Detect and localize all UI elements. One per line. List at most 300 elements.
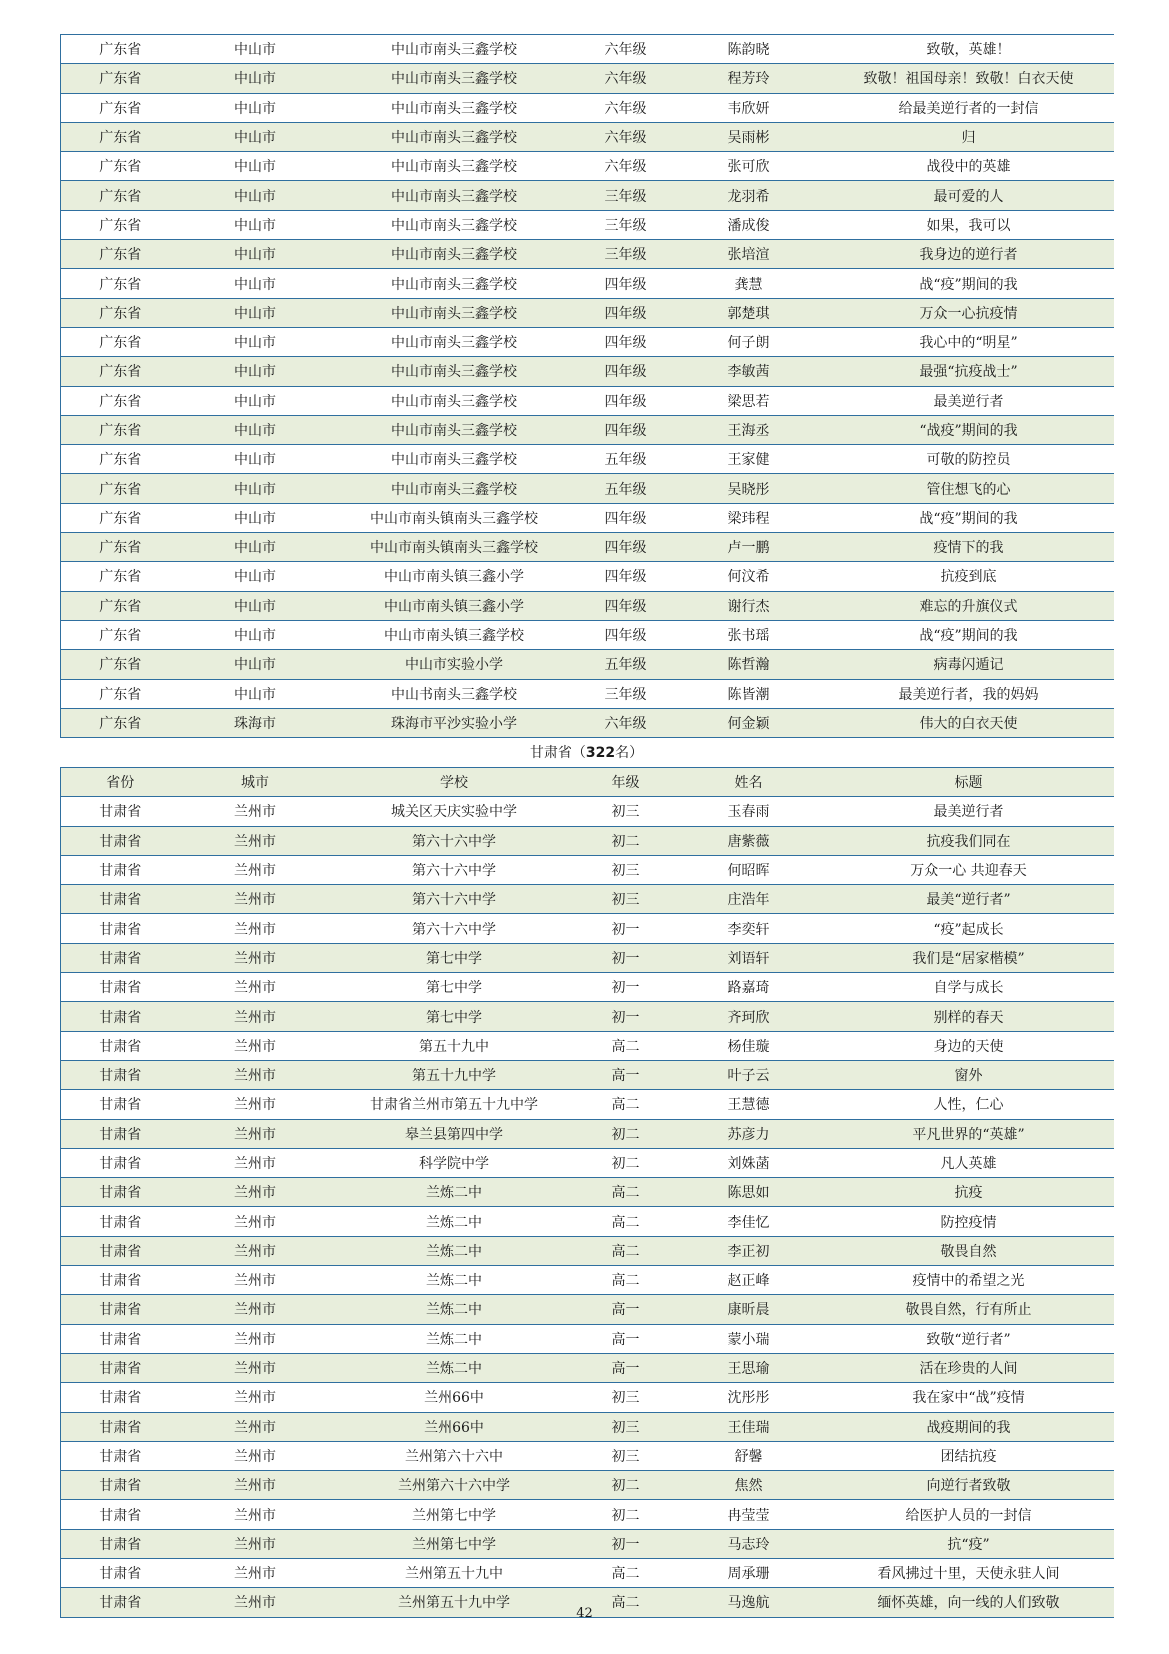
table-row bbox=[61, 650, 1114, 679]
cell-name: 叶子云 bbox=[674, 1060, 824, 1089]
table-header-row bbox=[61, 768, 1114, 797]
cell-name: 苏彦力 bbox=[674, 1119, 824, 1148]
cell-province: 广东省 bbox=[61, 240, 180, 269]
cell-grade: 六年级 bbox=[578, 708, 674, 737]
cell-grade: 四年级 bbox=[578, 503, 674, 532]
cell-province: 广东省 bbox=[61, 650, 180, 679]
cell-name: 焦然 bbox=[674, 1471, 824, 1500]
cell-name: 李奕轩 bbox=[674, 914, 824, 943]
cell-province: 广东省 bbox=[61, 64, 180, 93]
cell-school: 第五十九中学 bbox=[331, 1060, 578, 1089]
cell-title: 万众一心 共迎春天 bbox=[824, 855, 1114, 884]
cell-province: 广东省 bbox=[61, 620, 180, 649]
table-row bbox=[61, 679, 1114, 708]
cell-title: 疫情下的我 bbox=[824, 533, 1114, 562]
cell-grade: 四年级 bbox=[578, 357, 674, 386]
cell-city: 中山市 bbox=[180, 64, 331, 93]
table-row bbox=[61, 1266, 1114, 1295]
cell-city: 中山市 bbox=[180, 298, 331, 327]
cell-school: 兰炼二中 bbox=[331, 1207, 578, 1236]
page-number: 42 bbox=[576, 1606, 593, 1621]
guangdong-table-body bbox=[61, 35, 1114, 738]
table-row bbox=[61, 1441, 1114, 1470]
cell-province: 广东省 bbox=[61, 474, 180, 503]
cell-province: 甘肃省 bbox=[61, 1295, 180, 1324]
cell-grade: 高一 bbox=[578, 1295, 674, 1324]
gansu-table-header bbox=[61, 768, 1114, 797]
cell-title: 难忘的升旗仪式 bbox=[824, 591, 1114, 620]
cell-name: 马逸航 bbox=[674, 1588, 824, 1617]
cell-grade: 初三 bbox=[578, 1441, 674, 1470]
cell-city: 中山市 bbox=[180, 269, 331, 298]
table-row bbox=[61, 1324, 1114, 1353]
cell-name: 程芳玲 bbox=[674, 64, 824, 93]
cell-city: 中山市 bbox=[180, 357, 331, 386]
table-row bbox=[61, 1119, 1114, 1148]
cell-grade: 高二 bbox=[578, 1207, 674, 1236]
table-row bbox=[61, 1353, 1114, 1382]
cell-name: 陈韵晓 bbox=[674, 35, 824, 64]
cell-title: 管住想飞的心 bbox=[824, 474, 1114, 503]
cell-title: 缅怀英雄，向一线的人们致敬 bbox=[824, 1588, 1114, 1617]
cell-name: 周承珊 bbox=[674, 1559, 824, 1588]
cell-title: 团结抗疫 bbox=[824, 1441, 1114, 1470]
cell-school: 第六十六中学 bbox=[331, 855, 578, 884]
cell-city: 中山市 bbox=[180, 562, 331, 591]
cell-school: 兰炼二中 bbox=[331, 1178, 578, 1207]
cell-province: 甘肃省 bbox=[61, 1588, 180, 1617]
cell-grade: 高二 bbox=[578, 1090, 674, 1119]
table-row bbox=[61, 357, 1114, 386]
cell-province: 广东省 bbox=[61, 591, 180, 620]
cell-title: 致敬！祖国母亲！致敬！白衣天使 bbox=[824, 64, 1114, 93]
table-row bbox=[61, 1471, 1114, 1500]
cell-title: 致敬“逆行者” bbox=[824, 1324, 1114, 1353]
cell-title: 最强“抗疫战士” bbox=[824, 357, 1114, 386]
table-row bbox=[61, 620, 1114, 649]
cell-grade: 高一 bbox=[578, 1060, 674, 1089]
cell-province: 甘肃省 bbox=[61, 1266, 180, 1295]
cell-school: 兰炼二中 bbox=[331, 1353, 578, 1382]
cell-province: 甘肃省 bbox=[61, 1383, 180, 1412]
cell-school: 第七中学 bbox=[331, 943, 578, 972]
cell-school: 城关区天庆实验中学 bbox=[331, 797, 578, 826]
cell-school: 中山市南头三鑫学校 bbox=[331, 64, 578, 93]
cell-name: 王海丞 bbox=[674, 415, 824, 444]
cell-city: 中山市 bbox=[180, 445, 331, 474]
cell-province: 甘肃省 bbox=[61, 855, 180, 884]
table-row bbox=[61, 298, 1114, 327]
cell-grade: 初一 bbox=[578, 914, 674, 943]
cell-name: 郭楚琪 bbox=[674, 298, 824, 327]
cell-city: 中山市 bbox=[180, 93, 331, 122]
cell-title: 伟大的白衣天使 bbox=[824, 708, 1114, 737]
cell-school: 兰州第六十六中 bbox=[331, 1441, 578, 1470]
cell-name: 沈彤彤 bbox=[674, 1383, 824, 1412]
table-row bbox=[61, 1178, 1114, 1207]
cell-title: 抗“疫” bbox=[824, 1529, 1114, 1558]
cell-grade: 高二 bbox=[578, 1588, 674, 1617]
cell-title: 我们是“居家楷模” bbox=[824, 943, 1114, 972]
cell-grade: 初一 bbox=[578, 1529, 674, 1558]
cell-grade: 高一 bbox=[578, 1324, 674, 1353]
cell-province: 甘肃省 bbox=[61, 1090, 180, 1119]
cell-city: 兰州市 bbox=[180, 885, 331, 914]
cell-school: 第七中学 bbox=[331, 973, 578, 1002]
cell-title: 自学与成长 bbox=[824, 973, 1114, 1002]
table-row bbox=[61, 93, 1114, 122]
section-title-prefix: 甘肃省（ bbox=[529, 745, 586, 761]
cell-province: 广东省 bbox=[61, 269, 180, 298]
cell-name: 陈哲瀚 bbox=[674, 650, 824, 679]
cell-title: 如果，我可以 bbox=[824, 210, 1114, 239]
cell-title: 敬畏自然，行有所止 bbox=[824, 1295, 1114, 1324]
table-row bbox=[61, 1148, 1114, 1177]
cell-province: 广东省 bbox=[61, 210, 180, 239]
cell-name: 路嘉琦 bbox=[674, 973, 824, 1002]
cell-title: 疫情中的希望之光 bbox=[824, 1266, 1114, 1295]
table-row bbox=[61, 1060, 1114, 1089]
cell-name: 王思瑜 bbox=[674, 1353, 824, 1382]
cell-school: 中山市南头三鑫学校 bbox=[331, 269, 578, 298]
cell-province: 甘肃省 bbox=[61, 826, 180, 855]
cell-grade: 四年级 bbox=[578, 591, 674, 620]
cell-title: 看风拂过十里，天使永驻人间 bbox=[824, 1559, 1114, 1588]
cell-school: 中山市南头三鑫学校 bbox=[331, 474, 578, 503]
cell-name: 马志玲 bbox=[674, 1529, 824, 1558]
cell-grade: 高二 bbox=[578, 1178, 674, 1207]
cell-name: 冉莹莹 bbox=[674, 1500, 824, 1529]
cell-title: 人性，仁心 bbox=[824, 1090, 1114, 1119]
table-row bbox=[61, 210, 1114, 239]
cell-name: 何汶希 bbox=[674, 562, 824, 591]
cell-grade: 四年级 bbox=[578, 415, 674, 444]
table-row bbox=[61, 1002, 1114, 1031]
cell-city: 兰州市 bbox=[180, 1148, 331, 1177]
cell-city: 兰州市 bbox=[180, 943, 331, 972]
cell-city: 兰州市 bbox=[180, 1353, 331, 1382]
cell-name: 龙羽希 bbox=[674, 181, 824, 210]
cell-name: 刘语轩 bbox=[674, 943, 824, 972]
cell-grade: 五年级 bbox=[578, 445, 674, 474]
cell-grade: 高二 bbox=[578, 1266, 674, 1295]
cell-grade: 三年级 bbox=[578, 679, 674, 708]
cell-title: 最美逆行者，我的妈妈 bbox=[824, 679, 1114, 708]
cell-grade: 高一 bbox=[578, 1353, 674, 1382]
cell-school: 第六十六中学 bbox=[331, 826, 578, 855]
cell-school: 中山市南头镇三鑫学校 bbox=[331, 620, 578, 649]
cell-grade: 初一 bbox=[578, 943, 674, 972]
cell-province: 甘肃省 bbox=[61, 1207, 180, 1236]
cell-name: 张书瑶 bbox=[674, 620, 824, 649]
cell-name: 何金颖 bbox=[674, 708, 824, 737]
cell-grade: 六年级 bbox=[578, 93, 674, 122]
cell-name: 王佳瑞 bbox=[674, 1412, 824, 1441]
cell-school: 第六十六中学 bbox=[331, 914, 578, 943]
table-row bbox=[61, 474, 1114, 503]
table-row bbox=[61, 885, 1114, 914]
cell-school: 中山市南头镇南头三鑫学校 bbox=[331, 503, 578, 532]
cell-school: 珠海市平沙实验小学 bbox=[331, 708, 578, 737]
header-school: 学校 bbox=[331, 768, 578, 797]
cell-name: 李佳忆 bbox=[674, 1207, 824, 1236]
table-row bbox=[61, 1412, 1114, 1441]
cell-city: 中山市 bbox=[180, 35, 331, 64]
cell-title: 敬畏自然 bbox=[824, 1236, 1114, 1265]
header-province: 省份 bbox=[61, 768, 180, 797]
cell-name: 李敏茜 bbox=[674, 357, 824, 386]
cell-city: 中山市 bbox=[180, 327, 331, 356]
table-row bbox=[61, 1090, 1114, 1119]
gansu-table bbox=[60, 767, 1114, 1618]
cell-province: 甘肃省 bbox=[61, 1353, 180, 1382]
cell-title: 别样的春天 bbox=[824, 1002, 1114, 1031]
cell-city: 兰州市 bbox=[180, 1031, 331, 1060]
cell-province: 甘肃省 bbox=[61, 1412, 180, 1441]
cell-grade: 初二 bbox=[578, 1471, 674, 1500]
cell-grade: 六年级 bbox=[578, 152, 674, 181]
cell-name: 康昕晨 bbox=[674, 1295, 824, 1324]
cell-school: 兰州第五十九中学 bbox=[331, 1588, 578, 1617]
cell-city: 兰州市 bbox=[180, 855, 331, 884]
cell-city: 兰州市 bbox=[180, 1002, 331, 1031]
cell-province: 广东省 bbox=[61, 445, 180, 474]
cell-city: 珠海市 bbox=[180, 708, 331, 737]
cell-school: 中山市南头三鑫学校 bbox=[331, 93, 578, 122]
cell-grade: 初三 bbox=[578, 797, 674, 826]
cell-grade: 四年级 bbox=[578, 533, 674, 562]
cell-name: 卢一鹏 bbox=[674, 533, 824, 562]
cell-province: 甘肃省 bbox=[61, 973, 180, 1002]
cell-title: 病毒闪遁记 bbox=[824, 650, 1114, 679]
cell-grade: 初二 bbox=[578, 1500, 674, 1529]
cell-title: 战“疫”期间的我 bbox=[824, 503, 1114, 532]
cell-city: 兰州市 bbox=[180, 1471, 331, 1500]
cell-title: 最美逆行者 bbox=[824, 797, 1114, 826]
cell-province: 广东省 bbox=[61, 503, 180, 532]
cell-school: 中山市南头镇三鑫小学 bbox=[331, 591, 578, 620]
cell-name: 玉春雨 bbox=[674, 797, 824, 826]
cell-city: 兰州市 bbox=[180, 1324, 331, 1353]
cell-title: 给最美逆行者的一封信 bbox=[824, 93, 1114, 122]
cell-school: 中山书南头三鑫学校 bbox=[331, 679, 578, 708]
table-row bbox=[61, 855, 1114, 884]
cell-province: 甘肃省 bbox=[61, 1002, 180, 1031]
table-row bbox=[61, 35, 1114, 64]
cell-city: 兰州市 bbox=[180, 1090, 331, 1119]
table-row bbox=[61, 240, 1114, 269]
table-row bbox=[61, 445, 1114, 474]
cell-province: 广东省 bbox=[61, 386, 180, 415]
cell-grade: 初二 bbox=[578, 1119, 674, 1148]
header-title: 标题 bbox=[824, 768, 1114, 797]
table-row bbox=[61, 415, 1114, 444]
section-title-gansu bbox=[60, 740, 1113, 766]
cell-grade: 六年级 bbox=[578, 122, 674, 151]
section-title-count: 322 bbox=[585, 745, 616, 761]
cell-city: 兰州市 bbox=[180, 1236, 331, 1265]
cell-school: 兰炼二中 bbox=[331, 1266, 578, 1295]
cell-school: 中山市南头镇三鑫小学 bbox=[331, 562, 578, 591]
cell-province: 甘肃省 bbox=[61, 1529, 180, 1558]
table-row bbox=[61, 122, 1114, 151]
cell-grade: 初三 bbox=[578, 1412, 674, 1441]
cell-school: 第七中学 bbox=[331, 1002, 578, 1031]
cell-grade: 四年级 bbox=[578, 269, 674, 298]
cell-school: 甘肃省兰州市第五十九中学 bbox=[331, 1090, 578, 1119]
cell-name: 齐珂欣 bbox=[674, 1002, 824, 1031]
cell-name: 何子朗 bbox=[674, 327, 824, 356]
cell-city: 兰州市 bbox=[180, 914, 331, 943]
cell-province: 广东省 bbox=[61, 533, 180, 562]
cell-grade: 高二 bbox=[578, 1559, 674, 1588]
cell-province: 广东省 bbox=[61, 679, 180, 708]
cell-grade: 初三 bbox=[578, 1383, 674, 1412]
cell-city: 兰州市 bbox=[180, 1295, 331, 1324]
cell-school: 中山市南头三鑫学校 bbox=[331, 122, 578, 151]
table-row bbox=[61, 181, 1114, 210]
cell-province: 甘肃省 bbox=[61, 797, 180, 826]
cell-province: 甘肃省 bbox=[61, 1148, 180, 1177]
cell-grade: 六年级 bbox=[578, 64, 674, 93]
section-title-suffix: 名） bbox=[615, 745, 644, 761]
cell-name: 何昭晖 bbox=[674, 855, 824, 884]
cell-city: 兰州市 bbox=[180, 1383, 331, 1412]
table-row bbox=[61, 1295, 1114, 1324]
cell-name: 吴晓彤 bbox=[674, 474, 824, 503]
cell-grade: 初一 bbox=[578, 1002, 674, 1031]
cell-school: 兰炼二中 bbox=[331, 1324, 578, 1353]
cell-grade: 初三 bbox=[578, 885, 674, 914]
cell-city: 中山市 bbox=[180, 210, 331, 239]
cell-title: 窗外 bbox=[824, 1060, 1114, 1089]
table-row bbox=[61, 386, 1114, 415]
cell-name: 梁思若 bbox=[674, 386, 824, 415]
cell-grade: 四年级 bbox=[578, 298, 674, 327]
cell-city: 中山市 bbox=[180, 591, 331, 620]
cell-title: 归 bbox=[824, 122, 1114, 151]
cell-title: 最美“逆行者” bbox=[824, 885, 1114, 914]
cell-province: 广东省 bbox=[61, 708, 180, 737]
cell-title: 防控疫情 bbox=[824, 1207, 1114, 1236]
cell-province: 甘肃省 bbox=[61, 943, 180, 972]
table-row bbox=[61, 503, 1114, 532]
cell-name: 王慧德 bbox=[674, 1090, 824, 1119]
cell-title: “战疫”期间的我 bbox=[824, 415, 1114, 444]
table-row bbox=[61, 533, 1114, 562]
table-row bbox=[61, 269, 1114, 298]
cell-name: 谢行杰 bbox=[674, 591, 824, 620]
cell-grade: 五年级 bbox=[578, 474, 674, 503]
cell-name: 韦欣妍 bbox=[674, 93, 824, 122]
cell-title: 致敬，英雄！ bbox=[824, 35, 1114, 64]
cell-name: 龚慧 bbox=[674, 269, 824, 298]
cell-title: 可敬的防控员 bbox=[824, 445, 1114, 474]
cell-city: 中山市 bbox=[180, 122, 331, 151]
cell-province: 甘肃省 bbox=[61, 1559, 180, 1588]
cell-city: 兰州市 bbox=[180, 797, 331, 826]
cell-grade: 四年级 bbox=[578, 620, 674, 649]
table-row bbox=[61, 708, 1114, 737]
cell-title: “疫”起成长 bbox=[824, 914, 1114, 943]
cell-city: 中山市 bbox=[180, 503, 331, 532]
cell-province: 广东省 bbox=[61, 152, 180, 181]
cell-grade: 六年级 bbox=[578, 35, 674, 64]
cell-province: 甘肃省 bbox=[61, 1178, 180, 1207]
cell-name: 梁玮程 bbox=[674, 503, 824, 532]
cell-province: 广东省 bbox=[61, 298, 180, 327]
cell-school: 中山市南头三鑫学校 bbox=[331, 210, 578, 239]
cell-school: 兰炼二中 bbox=[331, 1295, 578, 1324]
cell-province: 甘肃省 bbox=[61, 1119, 180, 1148]
cell-school: 科学院中学 bbox=[331, 1148, 578, 1177]
cell-school: 中山市南头三鑫学校 bbox=[331, 35, 578, 64]
cell-school: 中山市南头三鑫学校 bbox=[331, 240, 578, 269]
table-row bbox=[61, 1559, 1114, 1588]
cell-city: 中山市 bbox=[180, 181, 331, 210]
cell-name: 杨佳璇 bbox=[674, 1031, 824, 1060]
cell-school: 中山市南头三鑫学校 bbox=[331, 357, 578, 386]
cell-school: 皋兰县第四中学 bbox=[331, 1119, 578, 1148]
cell-province: 广东省 bbox=[61, 93, 180, 122]
cell-title: 我身边的逆行者 bbox=[824, 240, 1114, 269]
cell-name: 张培渲 bbox=[674, 240, 824, 269]
cell-city: 兰州市 bbox=[180, 1500, 331, 1529]
cell-school: 兰州66中 bbox=[331, 1412, 578, 1441]
cell-grade: 初二 bbox=[578, 1148, 674, 1177]
cell-grade: 四年级 bbox=[578, 327, 674, 356]
header-name: 姓名 bbox=[674, 768, 824, 797]
cell-grade: 初二 bbox=[578, 826, 674, 855]
cell-title: 抗疫我们同在 bbox=[824, 826, 1114, 855]
cell-city: 兰州市 bbox=[180, 1060, 331, 1089]
cell-city: 中山市 bbox=[180, 415, 331, 444]
cell-name: 舒馨 bbox=[674, 1441, 824, 1470]
cell-name: 李正初 bbox=[674, 1236, 824, 1265]
table-row bbox=[61, 1031, 1114, 1060]
cell-province: 广东省 bbox=[61, 562, 180, 591]
cell-title: 身边的天使 bbox=[824, 1031, 1114, 1060]
table-row bbox=[61, 562, 1114, 591]
cell-province: 广东省 bbox=[61, 181, 180, 210]
cell-name: 陈思如 bbox=[674, 1178, 824, 1207]
cell-name: 蒙小瑞 bbox=[674, 1324, 824, 1353]
cell-title: 战“疫”期间的我 bbox=[824, 620, 1114, 649]
cell-school: 中山市南头三鑫学校 bbox=[331, 298, 578, 327]
guangdong-table bbox=[60, 34, 1114, 738]
cell-city: 兰州市 bbox=[180, 826, 331, 855]
table-row bbox=[61, 826, 1114, 855]
cell-school: 兰州第五十九中 bbox=[331, 1559, 578, 1588]
table-row bbox=[61, 1383, 1114, 1412]
cell-grade: 五年级 bbox=[578, 650, 674, 679]
cell-title: 抗疫到底 bbox=[824, 562, 1114, 591]
cell-grade: 初三 bbox=[578, 855, 674, 884]
cell-title: 向逆行者致敬 bbox=[824, 1471, 1114, 1500]
cell-city: 中山市 bbox=[180, 533, 331, 562]
cell-school: 兰州第六十六中学 bbox=[331, 1471, 578, 1500]
cell-province: 广东省 bbox=[61, 327, 180, 356]
cell-name: 刘姝菡 bbox=[674, 1148, 824, 1177]
cell-school: 中山市南头三鑫学校 bbox=[331, 415, 578, 444]
cell-school: 中山市南头三鑫学校 bbox=[331, 181, 578, 210]
cell-school: 第六十六中学 bbox=[331, 885, 578, 914]
cell-city: 中山市 bbox=[180, 240, 331, 269]
cell-city: 中山市 bbox=[180, 474, 331, 503]
cell-title: 我在家中“战”疫情 bbox=[824, 1383, 1114, 1412]
cell-grade: 高二 bbox=[578, 1031, 674, 1060]
cell-province: 甘肃省 bbox=[61, 914, 180, 943]
